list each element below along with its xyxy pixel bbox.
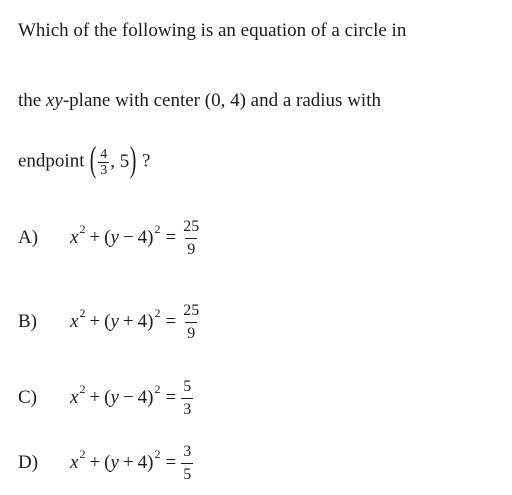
x-variable: x	[70, 387, 79, 408]
y-variable: y	[110, 227, 119, 248]
endpoint-close-paren: )	[129, 139, 137, 179]
endpoint-second-coordinate: , 5	[110, 151, 130, 172]
fraction-numerator: 25	[183, 301, 200, 319]
fraction-numerator: 3	[183, 442, 192, 460]
x-exponent: 2	[79, 305, 86, 320]
choice-c[interactable]	[18, 372, 193, 424]
open-paren: (	[104, 387, 111, 408]
choice-letter: D)	[18, 452, 39, 473]
equals-sign: =	[165, 452, 177, 473]
endpoint-denominator: 3	[100, 162, 108, 178]
choice-letter: A)	[18, 227, 39, 248]
y-variable: y	[110, 387, 119, 408]
question-mark: ?	[142, 150, 151, 172]
plus-sign: +	[89, 387, 101, 408]
answer-fraction	[181, 442, 193, 485]
operator: +	[122, 311, 134, 332]
question-line-1: Which of the following is an equation of a circle in	[18, 20, 407, 41]
question-line-3	[18, 139, 151, 180]
plus-sign: +	[89, 452, 101, 473]
question-line-2-pre: the	[18, 90, 46, 111]
y-exponent: 2	[154, 381, 161, 396]
y-exponent: 2	[154, 446, 161, 461]
endpoint-word: endpoint	[18, 150, 85, 172]
choice-d[interactable]	[18, 437, 193, 489]
y-exponent: 2	[154, 221, 161, 236]
equals-sign: =	[165, 311, 177, 332]
plus-sign: +	[89, 227, 101, 248]
equals-sign: =	[165, 227, 177, 248]
question-xy-variable: xy	[45, 90, 63, 111]
endpoint-fraction	[98, 147, 109, 178]
x-variable: x	[70, 227, 79, 248]
answer-fraction	[181, 301, 201, 344]
fraction-numerator: 25	[183, 217, 200, 235]
x-exponent: 2	[79, 221, 86, 236]
open-paren: (	[104, 452, 111, 473]
constant: 4)	[137, 452, 154, 473]
answer-fraction	[181, 217, 201, 260]
x-variable: x	[70, 311, 79, 332]
question-line-2	[18, 90, 381, 112]
fraction-denominator: 5	[181, 463, 193, 485]
endpoint-numerator: 4	[100, 146, 108, 162]
y-exponent: 2	[154, 305, 161, 320]
fraction-denominator: 3	[181, 398, 193, 420]
question-line-2-post: -plane with center (0, 4) and a radius with	[62, 90, 381, 111]
y-variable: y	[110, 452, 119, 473]
operator: +	[122, 452, 134, 473]
operator: −	[122, 227, 134, 248]
choice-letter: B)	[18, 311, 37, 332]
y-variable: y	[110, 311, 119, 332]
fraction-denominator: 9	[185, 322, 197, 344]
fraction-denominator: 9	[185, 238, 197, 260]
constant: 4)	[137, 311, 154, 332]
answer-fraction	[181, 377, 193, 420]
constant: 4)	[137, 387, 154, 408]
operator: −	[122, 387, 134, 408]
constant: 4)	[137, 227, 154, 248]
x-exponent: 2	[79, 381, 86, 396]
fraction-numerator: 5	[183, 377, 192, 395]
x-variable: x	[70, 452, 79, 473]
open-paren: (	[104, 227, 111, 248]
plus-sign: +	[89, 311, 101, 332]
open-paren: (	[104, 311, 111, 332]
choice-letter: C)	[18, 387, 37, 408]
endpoint-open-paren: (	[89, 139, 97, 179]
choice-a[interactable]	[18, 212, 201, 264]
x-exponent: 2	[79, 446, 86, 461]
equals-sign: =	[165, 387, 177, 408]
choice-b[interactable]	[18, 296, 201, 348]
